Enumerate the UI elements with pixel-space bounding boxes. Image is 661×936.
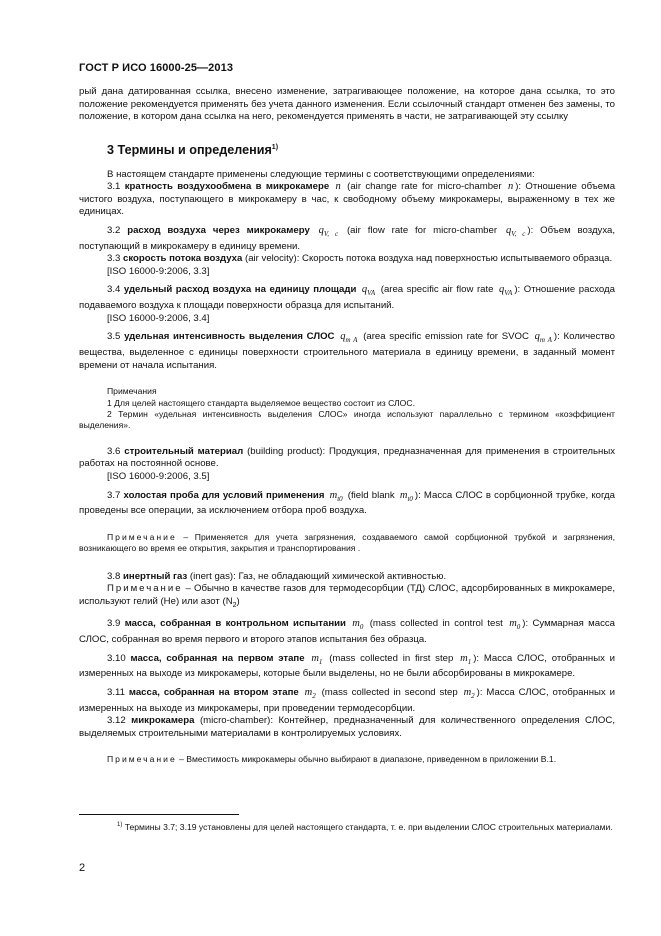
footnote-text: Термины 3.7; 3.19 установлены для целей настоящего стандарта, т. е. при выделении СЛОС строительных материалами. (124, 821, 613, 832)
term-3-8: 3.8 инертный газ (inert gas): Газ, не обладающий химической активностью. (107, 570, 447, 582)
term-3-5: 3.5 удельная интенсивность выделения СЛОС $q_{m A}$ (area specific emission rate for SVOC $q_{m A}$ ): Количество вещества, выделенное с единицы поверхности строительного материала в единицу времени, в заданный момент времени от начала испытания. (79, 331, 615, 371)
note-3-12: Примечание – Вместимость микрокамеры обычно выбирают в диапазоне, приведенном в приложении В.1. (107, 754, 557, 765)
section-footnote-mark: 1) (271, 143, 279, 151)
notes-block (79, 386, 615, 409)
term-3-4-ref: [ISO 16000-9:2006, 3.4] (107, 312, 210, 324)
note-2: 2 Термин «удельная интенсивность выделения СЛОС» иногда используют параллельно с термином «коэффициент выделения». (79, 408, 615, 431)
term-3-7: 3.7 холостая проба для условий применения $m_{t0}$ (field blank $m_{t0}$ ): Масса СЛОС в сорбционной трубке, когда проведены все операции, за исключением отбора проб воздуха. (79, 489, 615, 517)
footnote-mark: 1) (117, 822, 123, 828)
notes-title: Примечания (107, 386, 157, 397)
term-3-6: 3.6 строительный материал (building product): Продукция, предназначенная для применения в строительных работах на постоянной основе. (79, 445, 616, 470)
term-3-8-name: инертный газ (123, 570, 188, 582)
term-3-7-name: холостая проба для условий применения (123, 489, 325, 501)
intro-paragraph: рый дана датированная ссылка, внесено изменение, затрагивающее положение, на которое дана ссылка, то это положение рекомендуется применять без учета данного изменения. Если ссылочный стандарт отменен без замены, то положение, в котором дана ссылка на него, рекомендуется применять в части, не затрагивающей эту ссылку (79, 86, 615, 123)
footnote (79, 820, 615, 833)
term-3-6-name: строительный материал (124, 445, 244, 457)
lead-paragraph: В настоящем стандарте применены следующие термины с соответствующими определениями: (107, 168, 535, 180)
term-3-4-name: удельный расход воздуха на единицу площади (123, 284, 357, 296)
term-3-3-ref: [ISO 16000-9:2006, 3.3] (107, 265, 210, 277)
term-3-9: 3.9 масса, собранная в контрольном испытании $m_0$ (mass collected in control test $m_0$ ): Суммарная масса СЛОС, собранная во время первого и второго этапов испытания без образца. (79, 618, 616, 646)
term-3-9-name: масса, собранная в контрольном испытании (124, 618, 346, 630)
term-3-10-name: масса, собранная на первом этапе (130, 652, 305, 664)
term-3-10: 3.10 масса, собранная на первом этапе $m_1$ (mass collected in first step $m_1$ ): Масса СЛОС, отобранных и измеренных на выходе из микрокамеры, которые были выделены, но не были абсорбированы в микрокамере. (79, 652, 616, 680)
footnote-divider (79, 814, 239, 815)
term-3-6-ref: [ISO 16000-9:2006, 3.5] (107, 470, 210, 482)
section-title-text: 3 Термины и определения (107, 142, 272, 157)
note-3-8: Примечание – Обычно в качестве газов для термодесорбции (ТД) СЛОС, адсорбированных в микрокамере, используют гелий (He) или азот $(N_2)$ (79, 583, 615, 609)
term-3-2-name: расход воздуха через микрокамеру (127, 224, 310, 236)
term-3-12: 3.12 микрокамера (micro-chamber): Контейнер, предназначенный для количественного определения СЛОС, выделяемых строительными материалами в контролируемых условиях. (79, 715, 615, 739)
term-3-4: 3.4 удельный расход воздуха на единицу площади $q_{VA}$ (area specific air flow rate $q_{VA}$ ): Отношение расхода подаваемого воздуха к площади поверхности образца для испытаний. (79, 284, 615, 312)
term-3-11: 3.11 масса, собранная на втором этапе $m_2$ (mass collected in second step $m_2$ ): Масса СЛОС, отобранных и измеренных на выходе из микрокамеры, при проведении термодесорбции. (79, 686, 615, 714)
term-3-5-name: удельная интенсивность выделения СЛОС (124, 331, 335, 343)
term-3-3-name: скорость потока воздуха (123, 253, 243, 265)
page-content (79, 86, 615, 766)
note-3-7: Примечание – Применяется для учета загрязнения, создаваемого самой сорбционной трубкой и загрязнения, возникающего во время ее открытия, закрытия и транспортирования . (79, 531, 615, 554)
term-3-2: 3.2 расход воздуха через микрокамеру $q_{V, c}$ (air flow rate for micro-chamber $q_{V, c}$ ): Объем воздуха, поступающий в микрокамеру в единицу времени. (79, 224, 616, 252)
document-header: ГОСТ Р ИСО 16000-25—2013 (79, 62, 234, 74)
section-title (107, 142, 615, 157)
term-3-1: 3.1 кратность воздухообмена в микрокамере n (air change rate for micro-chamber n ): Отношение объема чистого воздуха, поступающего в микрокамеру в час, к свободному объему микрокамеры, выраженному в тех же единицах. (79, 181, 616, 218)
term-3-1-name: кратность воздухообмена в микрокамере (124, 181, 330, 193)
term-3-12-name: микрокамера (131, 715, 195, 727)
term-3-11-name: масса, собранная на втором этапе (128, 686, 299, 698)
term-3-3: 3.3 скорость потока воздуха (air velocity): Скорость потока воздуха над поверхностью испытываемого образца. (107, 253, 613, 265)
note-1: 1 Для целей настоящего стандарта выделяемое вещество состоит из СЛОС. (107, 397, 415, 408)
page-number: 2 (79, 862, 86, 874)
